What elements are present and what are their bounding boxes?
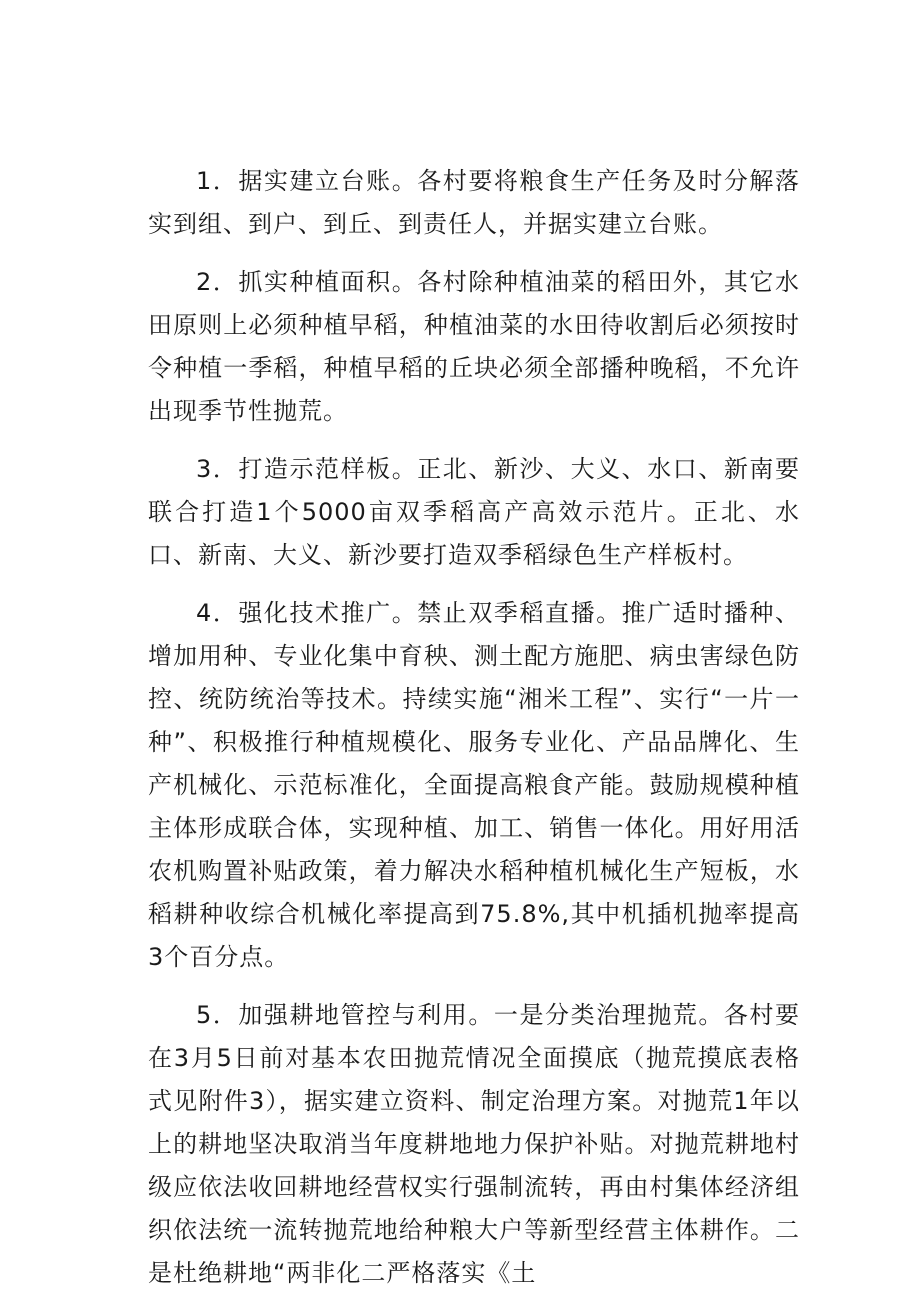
paragraph-1: 1．据实建立台账。各村要将粮食生产任务及时分解落实到组、到户、到丘、到责任人，并据实建立台账。 — [148, 167, 800, 238]
paragraph-5: 5．加强耕地管控与利用。一是分类治理抛荒。各村要在3月5日前对基本农田抛荒情况全面摸底（抛荒摸底表格式见附件3），据实建立资料、制定治理方案。对抛荒1年以上的耕地坚决取消当年度耕地地力保护补贴。对抛荒耕地村级应依法收回耕地经营权实行强制流转，再由村集体经济组织依法统一流转抛荒地给种粮大户等新型经营主体耕作。二是杜绝耕地“两非化二严格落实《土 — [148, 1001, 800, 1287]
paragraph-2: 2．抓实种植面积。各村除种植油菜的稻田外，其它水田原则上必须种植早稻，种植油菜的水田待收割后必须按时令种植一季稻，种植早稻的丘块必须全部播种晚稻，不允许出现季节性抛荒。 — [148, 268, 800, 425]
paragraph-3: 3．打造示范样板。正北、新沙、大义、水口、新南要联合打造1个5000亩双季稻高产高效示范片。正北、水口、新南、大义、新沙要打造双季稻绿色生产样板村。 — [148, 455, 800, 569]
paragraph-4: 4．强化技术推广。禁止双季稻直播。推广适时播种、增加用种、专业化集中育秧、测土配方施肥、病虫害绿色防控、统防统治等技术。持续实施“湘米工程”、实行“一片一种”、积极推行种植规模化、服务专业化、产品品牌化、生产机械化、示范标准化，全面提高粮食产能。鼓励规模种植主体形成联合体，实现种植、加工、销售一体化。用好用活农机购置补贴政策，着力解决水稻种植机械化生产短板，水稻耕种收综合机械化率提高到75.8%,其中机插机抛率提高3个百分点。 — [148, 599, 800, 971]
document-body — [148, 160, 800, 1310]
